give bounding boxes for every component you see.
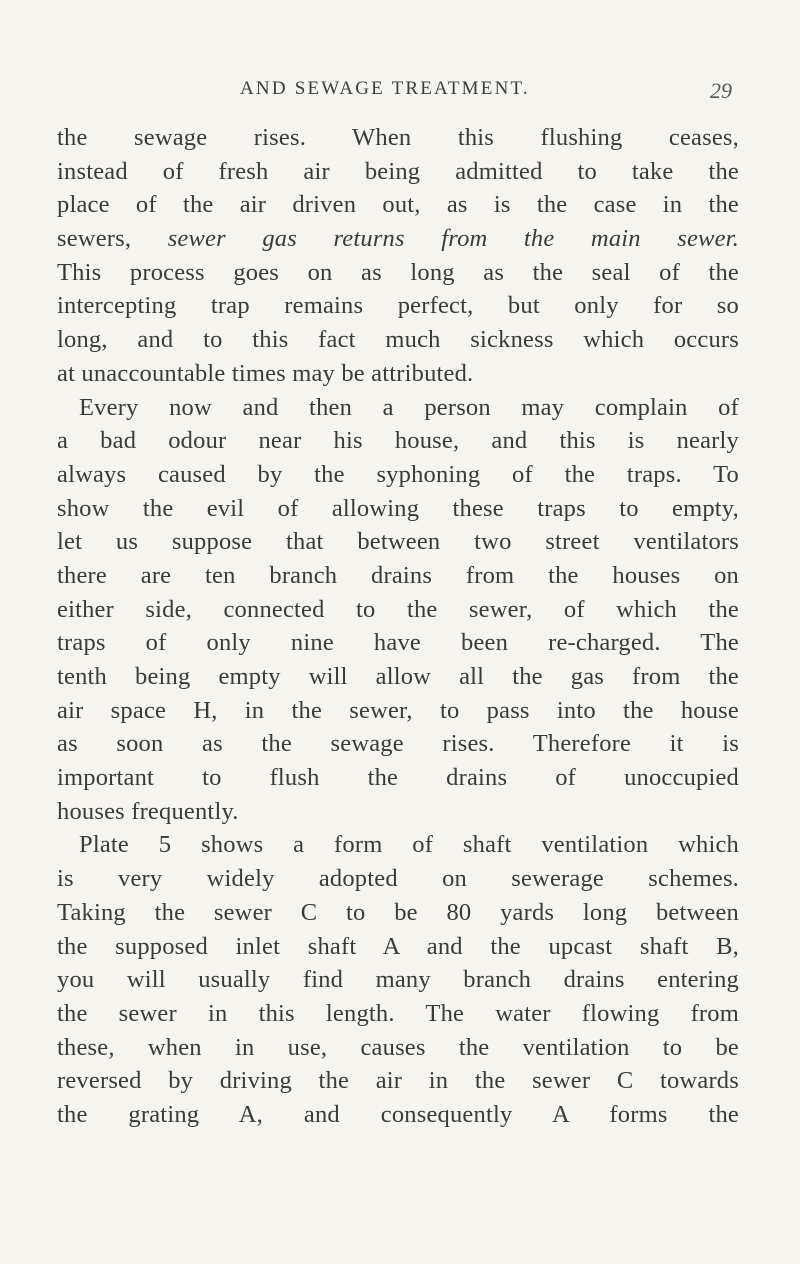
text-line: as soon as the sewage rises. Therefore it is bbox=[57, 730, 739, 758]
text-line: place of the air driven out, as is the case in the bbox=[57, 191, 739, 219]
text-line: show the evil of allowing these traps to empty, bbox=[57, 494, 739, 522]
text-line: traps of only nine have been re-charged. The bbox=[57, 629, 739, 657]
text-line: you will usually find many branch drains entering bbox=[57, 966, 739, 994]
text-line: the supposed inlet shaft A and the upcast shaft B, bbox=[57, 932, 739, 960]
text-line: there are ten branch drains from the houses on bbox=[57, 561, 739, 589]
paragraph-start: Every now and then a person may complain of bbox=[79, 393, 739, 421]
text-line: the grating A, and consequently A forms the bbox=[57, 1100, 739, 1128]
page-number: 29 bbox=[710, 78, 732, 103]
text-line: Taking the sewer C to be 80 yards long between bbox=[57, 898, 739, 926]
text-line: houses frequently. bbox=[57, 797, 239, 825]
text-line: important to flush the drains of unoccupied bbox=[57, 764, 739, 792]
text-line: the sewer in this length. The water flowing from bbox=[57, 999, 739, 1027]
italic-emphasis: sewer gas returns from the main sewer. bbox=[167, 225, 739, 253]
body-text bbox=[57, 121, 739, 1132]
paragraph-start: Plate 5 shows a form of shaft ventilation which bbox=[79, 831, 739, 859]
text-line: intercepting trap remains perfect, but only for so bbox=[57, 292, 739, 320]
text-line: is very widely adopted on sewerage schemes. bbox=[57, 865, 739, 893]
text-line: instead of fresh air being admitted to take the bbox=[57, 157, 739, 185]
running-title: AND SEWAGE TREATMENT. bbox=[240, 78, 530, 99]
running-head bbox=[120, 78, 740, 108]
text-line: these, when in use, causes the ventilation to be bbox=[57, 1033, 739, 1061]
text-line: air space H, in the sewer, to pass into the house bbox=[57, 696, 739, 724]
text-line: at unaccountable times may be attributed. bbox=[57, 359, 474, 387]
text-line: This process goes on as long as the seal of the bbox=[57, 258, 739, 286]
text-line: tenth being empty will allow all the gas from the bbox=[57, 663, 739, 690]
text-line-roman: sewers, bbox=[57, 225, 168, 253]
text-line bbox=[57, 222, 739, 256]
text-line: let us suppose that between two street ventilators bbox=[57, 528, 739, 556]
text-line: always caused by the syphoning of the traps. To bbox=[57, 460, 739, 488]
text-line: a bad odour near his house, and this is nearly bbox=[57, 427, 739, 455]
text-line: long, and to this fact much sickness which occurs bbox=[57, 326, 739, 354]
text-line: the sewage rises. When this flushing ceases, bbox=[57, 124, 739, 151]
text-line: reversed by driving the air in the sewer C towards bbox=[57, 1067, 739, 1095]
text-line: either side, connected to the sewer, of which the bbox=[57, 595, 739, 623]
